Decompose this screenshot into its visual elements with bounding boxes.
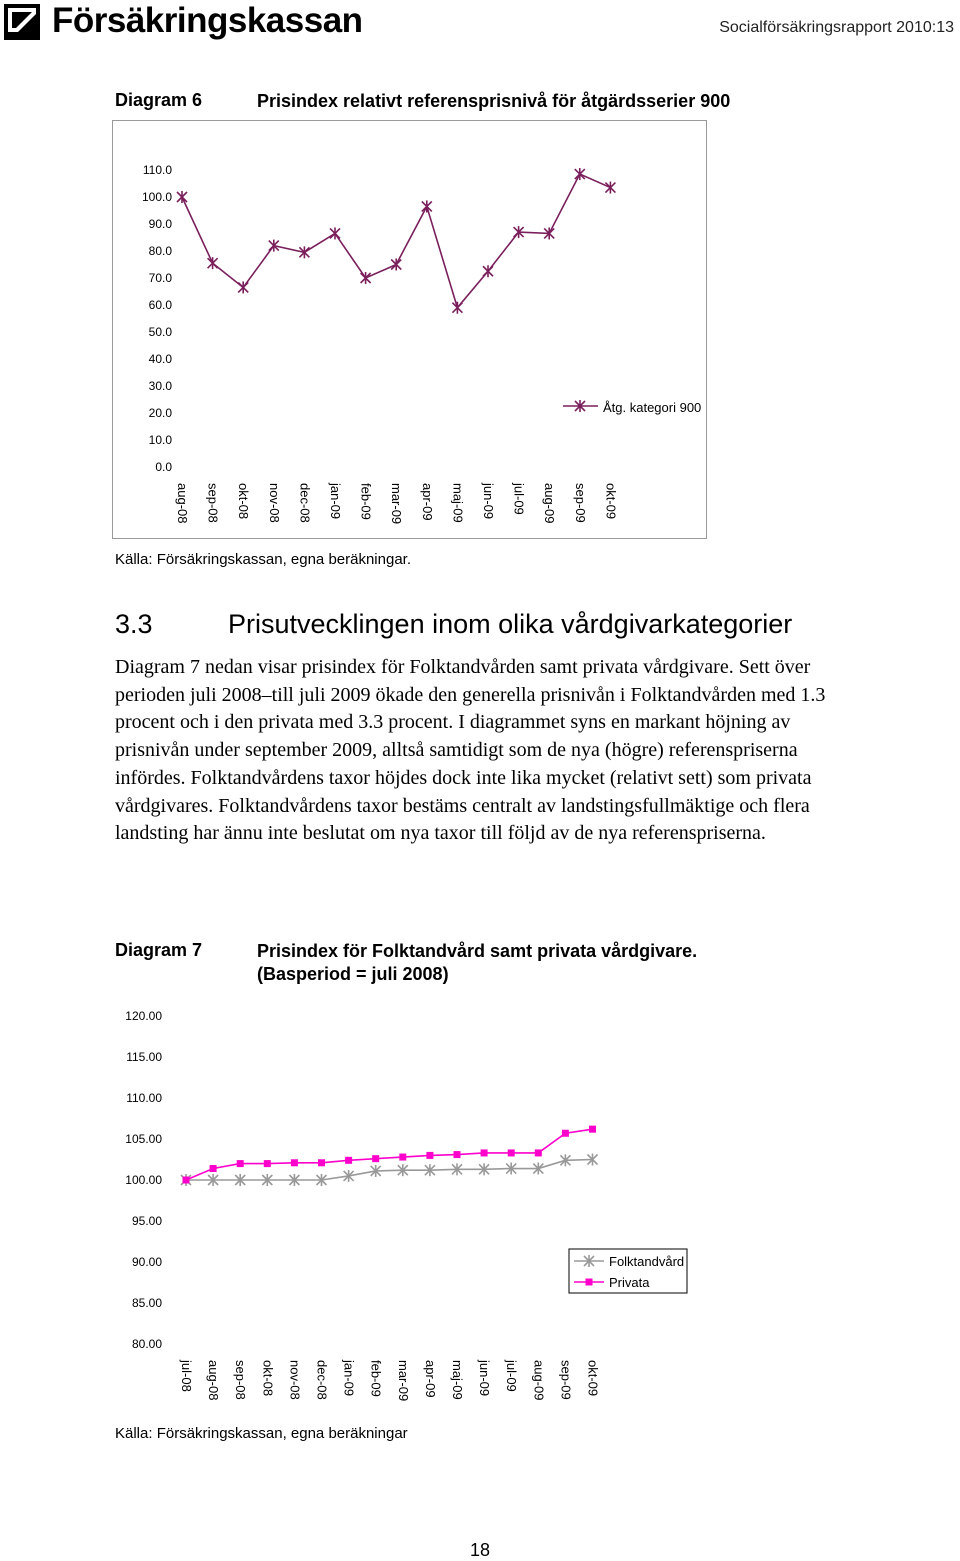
x-tick-label: aug-08 <box>206 1360 222 1401</box>
x-tick-label: okt-09 <box>585 1360 601 1397</box>
x-tick-label: jun-09 <box>481 483 496 520</box>
data-point-privata <box>264 1160 271 1167</box>
x-tick-label: aug-09 <box>531 1360 547 1401</box>
y-tick-label: 30.0 <box>148 379 172 393</box>
data-point-privata <box>372 1155 379 1162</box>
data-point-privata <box>183 1177 190 1184</box>
x-tick-label: okt-08 <box>236 483 252 520</box>
y-tick-label: 95.00 <box>131 1214 162 1228</box>
data-point-privata <box>345 1157 352 1164</box>
y-tick-label: 100.0 <box>141 190 172 204</box>
x-tick-label: sep-08 <box>233 1360 249 1400</box>
x-tick-label: apr-09 <box>419 483 435 521</box>
x-tick-label: aug-09 <box>542 483 558 524</box>
x-tick-label: dec-08 <box>297 483 313 523</box>
y-tick-label: 0.0 <box>155 460 172 474</box>
x-tick-label: jun-09 <box>477 1360 493 1397</box>
section-number: 3.3 <box>115 609 153 639</box>
x-tick-label: apr-09 <box>422 1360 438 1398</box>
series-line-privata <box>186 1129 593 1180</box>
data-point-privata <box>399 1154 406 1161</box>
data-point-privata <box>535 1149 542 1156</box>
y-tick-label: 20.0 <box>148 406 172 420</box>
x-tick-label: sep-09 <box>572 483 588 523</box>
x-tick-label: feb-09 <box>368 1360 384 1397</box>
y-tick-label: 80.0 <box>148 244 172 258</box>
page-number: 18 <box>469 1540 491 1560</box>
y-tick-label: 50.0 <box>148 325 172 339</box>
series-line-folktandvard <box>186 1160 593 1181</box>
x-tick-label: sep-08 <box>205 483 221 523</box>
diagram6-source: Källa: Försäkringskassan, egna beräkningar. <box>115 551 412 568</box>
body-paragraph: Diagram 7 nedan visar prisindex för Folktandvården samt privata vårdgivare. Sett över perioden juli 2008–till juli 2009 ökade den generella prisnivån i Folktandvården med 1.3 procent och i den privata med 3.3 procent. I diagrammet syns en markant höjning av prisnivån under september 2009, alltså samtidigt som de nya (högre) referenspriserna infördes. Folktandvårdens taxor höjdes dock inte lika mycket (relativt sett) som privata vårdgivares. Folktandvårdens taxor bestäms centralt av landstingsfullmäktige och flera landsting har ännu inte beslutat om nya taxor till följd av de nya referenspriserna. <box>115 656 826 845</box>
x-tick-label: aug-08 <box>175 483 190 524</box>
diagram7-title-line1: Prisindex för Folktandvård samt privata vårdgivare. <box>257 941 698 961</box>
legend-label: Åtg. kategori 900 <box>603 400 702 415</box>
x-tick-label: feb-09 <box>358 483 374 520</box>
diagram7-source: Källa: Försäkringskassan, egna beräkningar <box>115 1425 408 1442</box>
section-title: Prisutvecklingen inom olika vårdgivarkategorier <box>228 609 793 639</box>
x-tick-label: mar-09 <box>389 483 405 525</box>
x-tick-label: sep-09 <box>558 1360 574 1400</box>
data-point-privata <box>210 1165 217 1172</box>
x-tick-label: okt-08 <box>260 1360 276 1397</box>
y-tick-label: 85.00 <box>131 1296 162 1310</box>
y-tick-label: 70.0 <box>148 271 172 285</box>
logo-text: Försäkringskassan <box>52 1 363 40</box>
x-tick-label: jul-08 <box>179 1360 194 1392</box>
x-tick-label: dec-08 <box>314 1360 330 1400</box>
data-point-privata <box>589 1126 596 1133</box>
y-tick-label: 110.00 <box>126 1091 162 1105</box>
x-tick-label: jan-09 <box>341 1360 357 1397</box>
y-tick-label: 40.0 <box>148 352 172 366</box>
y-tick-label: 105.00 <box>125 1132 162 1146</box>
x-tick-label: okt-09 <box>603 483 619 520</box>
diagram6-title: Prisindex relativt referensprisnivå för åtgärdsserier 900 <box>257 91 731 111</box>
y-tick-label: 80.00 <box>131 1337 162 1351</box>
legend-label-folktandvard: Folktandvård <box>609 1254 685 1269</box>
y-tick-label: 60.0 <box>148 298 172 312</box>
y-tick-label: 100.00 <box>125 1173 162 1187</box>
x-tick-label: maj-09 <box>450 1360 465 1400</box>
legend-label-privata: Privata <box>609 1275 650 1290</box>
x-tick-label: jul-09 <box>504 1360 520 1392</box>
x-tick-label: maj-09 <box>450 483 466 523</box>
data-point-privata <box>481 1149 488 1156</box>
y-tick-label: 110.0 <box>142 163 172 177</box>
y-tick-label: 90.00 <box>131 1255 162 1269</box>
diagram7-label: Diagram 7 <box>115 940 203 960</box>
legend-marker-privata <box>586 1279 593 1286</box>
x-tick-label: jan-09 <box>328 483 343 520</box>
data-point-privata <box>562 1130 569 1137</box>
y-tick-label: 115.00 <box>126 1050 162 1064</box>
x-tick-label: nov-08 <box>266 483 282 523</box>
data-point-privata <box>508 1149 515 1156</box>
data-point-privata <box>426 1152 433 1159</box>
data-point-privata <box>291 1159 298 1166</box>
y-tick-label: 120.00 <box>125 1009 162 1023</box>
diagram6-label: Diagram 6 <box>115 90 203 110</box>
y-tick-label: 10.0 <box>148 433 172 447</box>
data-point-privata <box>237 1160 244 1167</box>
x-tick-label: mar-09 <box>395 1360 411 1402</box>
data-point-privata <box>454 1151 461 1158</box>
data-point-privata <box>318 1159 325 1166</box>
x-tick-label: jul-09 <box>511 483 527 515</box>
diagram7-title-line2: (Basperiod = juli 2008) <box>257 964 449 984</box>
x-tick-label: nov-08 <box>287 1360 303 1400</box>
y-tick-label: 90.0 <box>148 217 172 231</box>
report-id: Socialförsäkringsrapport 2010:13 <box>719 19 954 36</box>
